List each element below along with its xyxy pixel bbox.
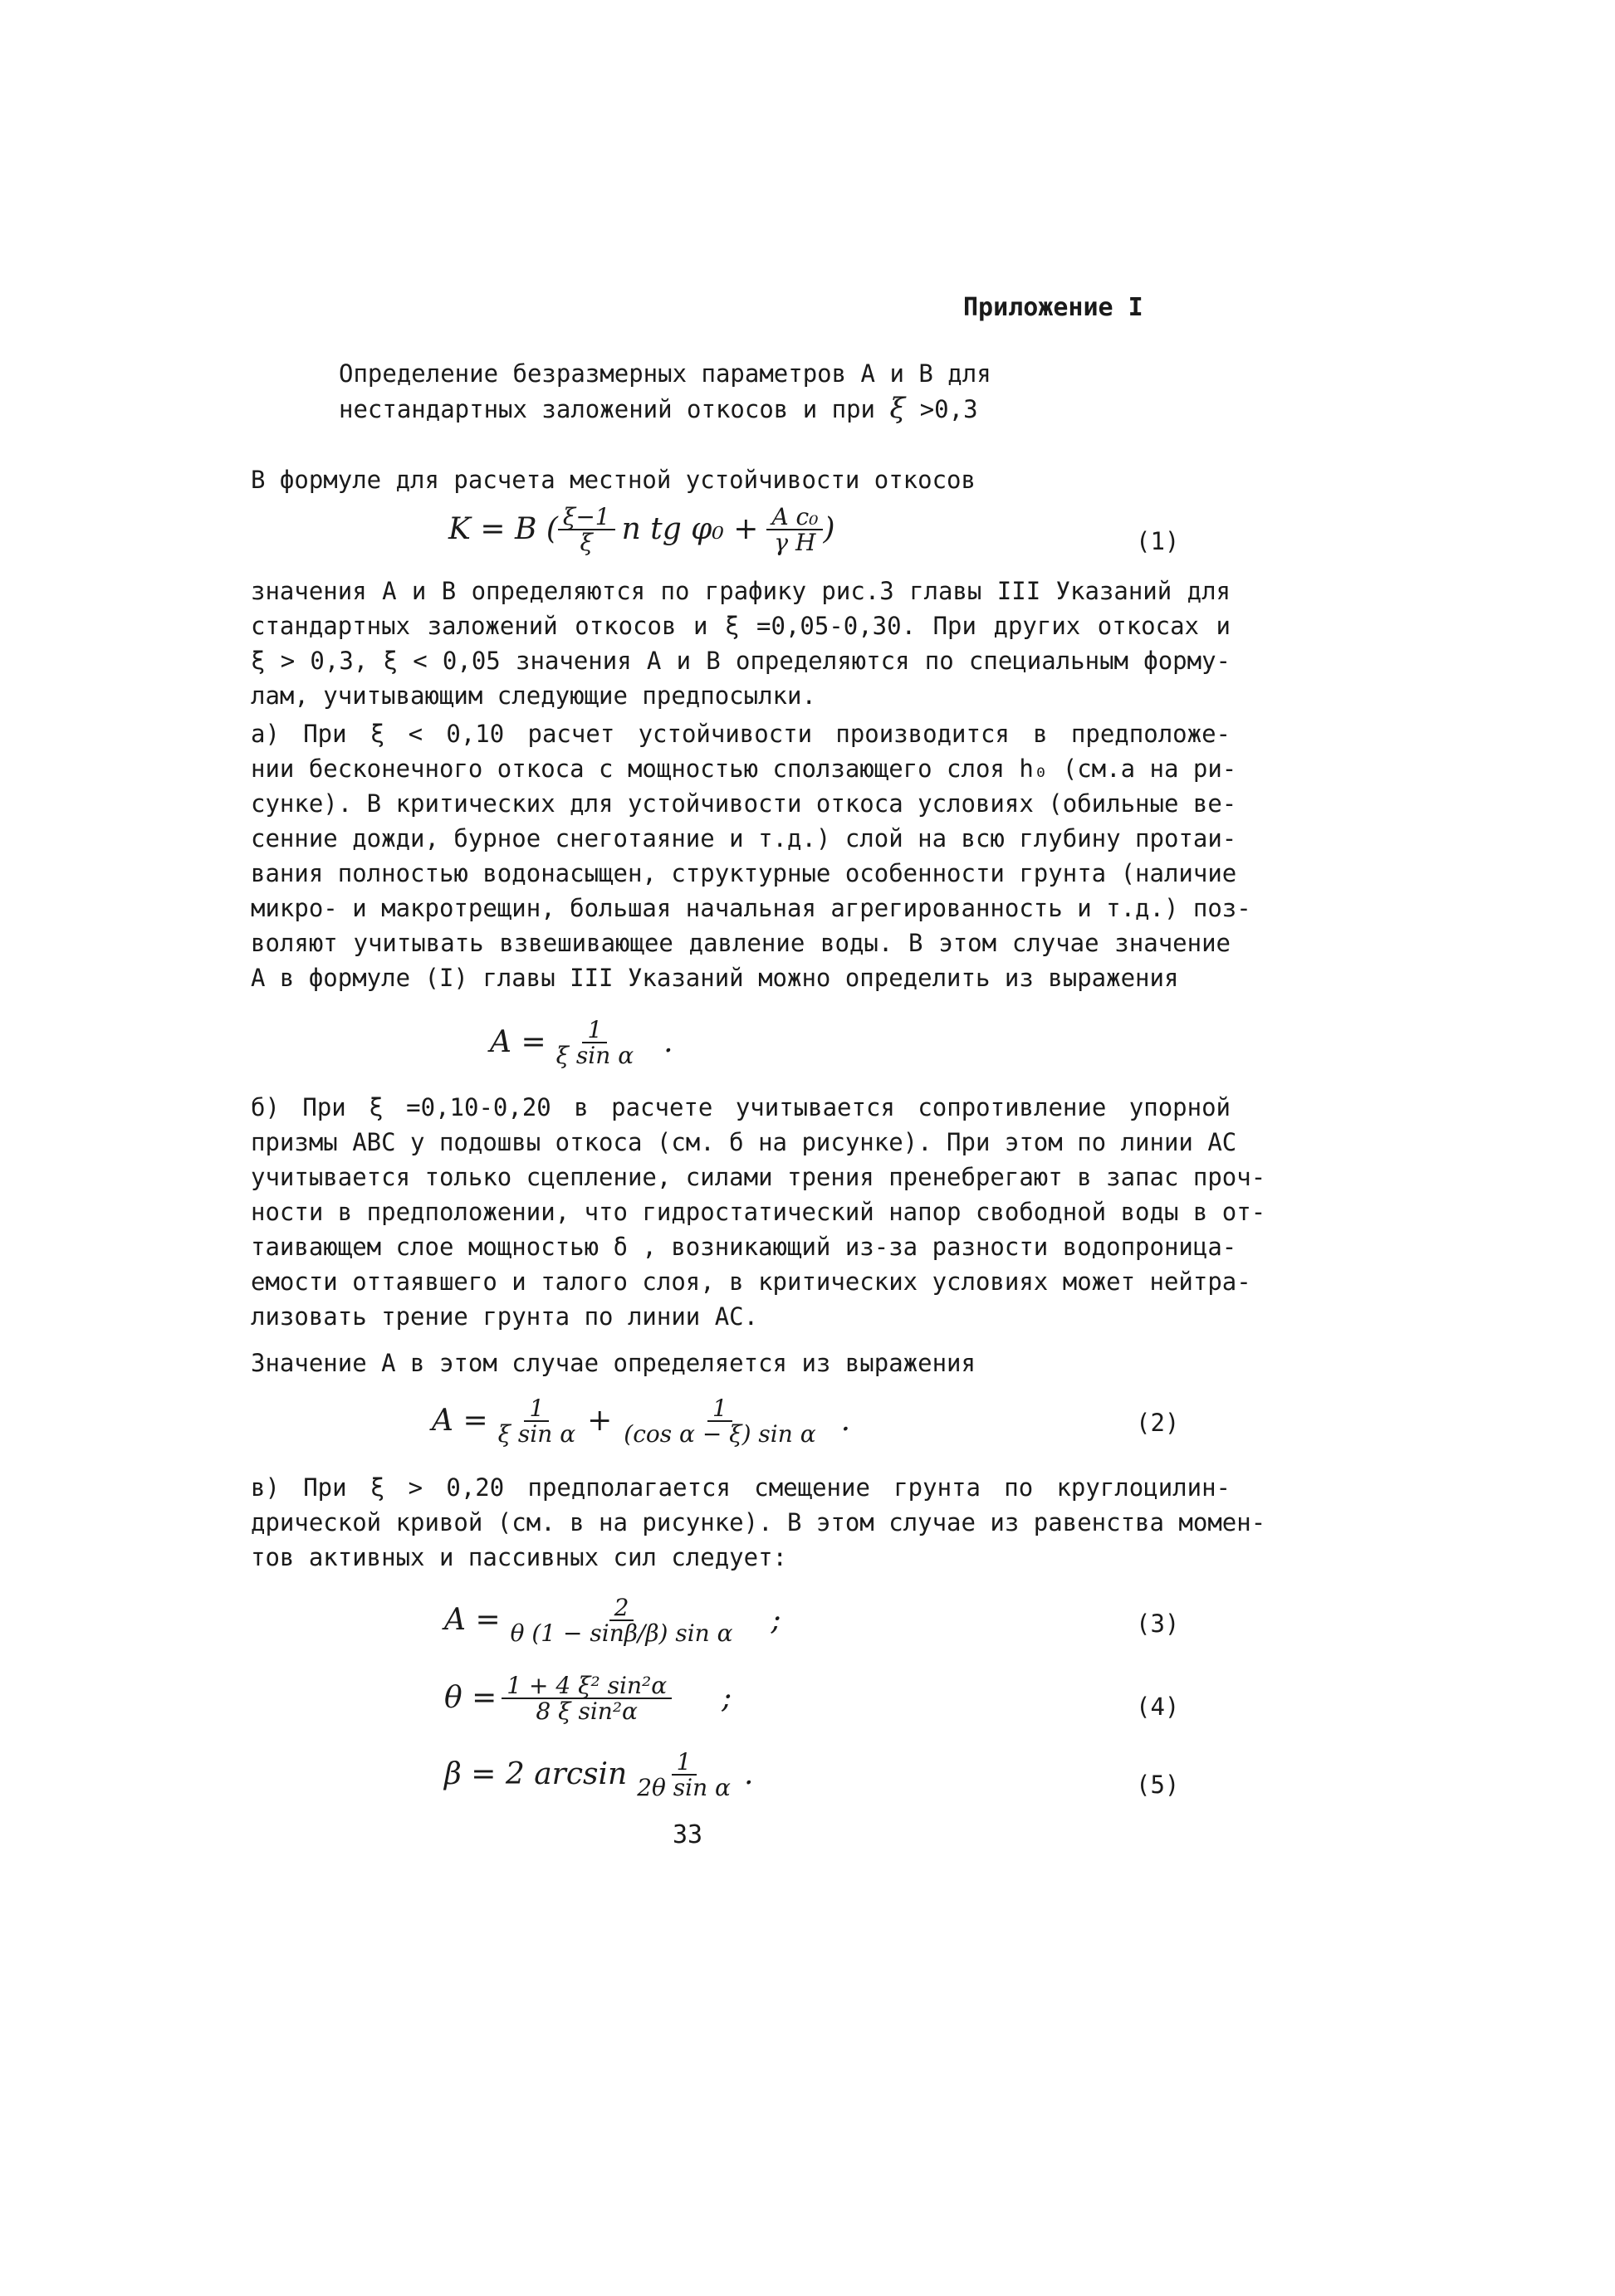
formula-4-lhs: θ = — [444, 1681, 497, 1715]
formula-4 — [444, 1663, 732, 1733]
formula-2-plus: + — [587, 1404, 613, 1438]
formula-5 — [444, 1740, 753, 1810]
formula-a-den: ξ sin α — [555, 1042, 634, 1069]
formula-2-number: (2) — [1136, 1409, 1180, 1437]
formula-2-lhs: A = — [432, 1404, 488, 1438]
para-b-line: емости оттаявшего и талого слоя, в критических условиях может нейтра- — [251, 1268, 1251, 1296]
heading-line-2-text: нестандартных заложений откосов и при — [339, 395, 876, 423]
para-b-line: учитывается только сцепление, силами трения пренебрегают в запас проч- — [251, 1163, 1266, 1191]
formula-2-tail: . — [840, 1404, 851, 1438]
formula-3-num: 2 — [609, 1595, 634, 1621]
para-c-line: в) При ξ > 0,20 предполагается смещение грунта по круглоцилин- — [251, 1473, 1231, 1502]
appendix-title: Приложение I — [963, 293, 1143, 322]
formula-2 — [432, 1388, 850, 1454]
formula-4-den: 8 ξ sin²α — [536, 1698, 638, 1725]
formula-2-fraction-2 — [619, 1396, 820, 1447]
formula-2-frac1-num: 1 — [524, 1396, 549, 1422]
heading-line-2-tail: >0,3 — [919, 395, 978, 423]
para-b-line: б) При ξ =0,10-0,20 в расчете учитывается сопротивление упорной — [251, 1093, 1231, 1121]
formula-4-tail: ; — [722, 1681, 732, 1715]
para1-line: ξ > 0,3, ξ < 0,05 значения А и В определяются по специальным форму- — [251, 647, 1231, 675]
para-a-line: сунке). В критических для устойчивости откоса условиях (обильные ве- — [251, 789, 1237, 818]
formula-4-number: (4) — [1136, 1693, 1180, 1721]
formula-1-close: ) — [823, 512, 835, 546]
formula-3-tail: ; — [771, 1603, 781, 1637]
para1-line: лам, учитывающим следующие предпосылки. — [251, 681, 816, 710]
formula-2-frac1-den: ξ sin α — [497, 1420, 576, 1448]
para-b2-text: Значение А в этом случае определяется из выражения — [251, 1349, 976, 1377]
formula-5-fraction — [632, 1747, 736, 1801]
heading-line-2 — [339, 394, 978, 423]
para-a-line: нии бесконечного откоса с мощностью сползающего слоя h₀ (см.а на ри- — [251, 755, 1237, 783]
formula-5-num: 1 — [672, 1750, 697, 1776]
formula-2-frac2-num: 1 — [707, 1396, 732, 1422]
formula-2-fraction-1 — [493, 1396, 581, 1447]
formula-4-num: 1 + 4 ξ² sin²α — [502, 1673, 672, 1699]
formula-1-fraction-1 — [558, 502, 615, 556]
para-b-line: лизовать трение грунта по линии АС. — [251, 1302, 759, 1331]
formula-5-den: 2θ sin α — [637, 1774, 731, 1801]
formula-1-frac2-num: A c₀ — [766, 505, 823, 530]
para-b-line: таивающем слое мощностью δ , возникающий из-за разности водопроница- — [251, 1233, 1237, 1261]
formula-a-lhs: A = — [490, 1025, 546, 1059]
formula-5-tail: . — [743, 1757, 754, 1791]
formula-1-middle: n tg φ₀ + — [621, 512, 759, 546]
para-a-line: воляют учитывать взвешивающее давление воды. В этом случае значение — [251, 929, 1231, 957]
page-number: 33 — [673, 1820, 703, 1849]
formula-2-frac2-den: (cos α − ξ) sin α — [624, 1420, 816, 1448]
formula-3-fraction — [506, 1595, 738, 1646]
formula-5-lhs: β = 2 arcsin — [444, 1757, 628, 1791]
para-a-line: а) При ξ < 0,10 расчет устойчивости производится в предположе- — [251, 720, 1231, 748]
formula-a-tail: . — [663, 1025, 673, 1059]
formula-3-lhs: A = — [444, 1603, 501, 1637]
para-c-line: тов активных и пассивных сил следует: — [251, 1543, 788, 1571]
formula-1-number: (1) — [1136, 527, 1180, 555]
para1-line: значения А и В определяются по графику рис.3 главы III Указаний для — [251, 577, 1231, 605]
formula-3-number: (3) — [1136, 1610, 1180, 1638]
formula-1 — [448, 498, 835, 561]
para-b-line: призмы АВС у подошвы откоса (см. б на рисунке). При этом по линии АС — [251, 1128, 1237, 1156]
heading-line-1: Определение безразмерных параметров А и В для — [339, 359, 991, 388]
para-b-line: ности в предположении, что гидростатический напор свободной воды в от- — [251, 1198, 1266, 1226]
formula-5-number: (5) — [1136, 1771, 1180, 1799]
para-a-line: вания полностью водонасыщен, структурные особенности грунта (наличие — [251, 859, 1237, 887]
para-a-line: микро- и макротрещин, большая начальная агрегированность и т.д.) поз- — [251, 894, 1251, 922]
formula-3-den: θ (1 − sinβ/β) sin α — [510, 1619, 733, 1647]
para-a-line: А в формуле (I) главы III Указаний можно определить из выражения — [251, 964, 1179, 992]
formula-1-frac2-den: γ H — [774, 529, 816, 556]
formula-1-fraction-2 — [766, 502, 823, 556]
intro-text: В формуле для расчета местной устойчивости откосов — [251, 466, 976, 494]
formula-1-lhs: K = B ( — [448, 512, 558, 546]
heading-xi-symbol: ξ — [889, 392, 906, 425]
para-a-line: сенние дожди, бурное снеготаяние и т.д.) слой на всю глубину протаи- — [251, 824, 1237, 852]
formula-a — [490, 1009, 673, 1076]
formula-1-frac1-num: ξ−1 — [558, 505, 615, 530]
formula-3 — [444, 1585, 781, 1655]
formula-a-fraction — [551, 1015, 639, 1069]
formula-1-frac1-den: ξ — [580, 529, 593, 556]
formula-4-fraction — [502, 1673, 672, 1724]
formula-a-num: 1 — [582, 1018, 607, 1043]
para1-line: стандартных заложений откосов и ξ =0,05-0,30. При других откосах и — [251, 612, 1231, 640]
para-c-line: дрической кривой (см. в на рисунке). В этом случае из равенства момен- — [251, 1508, 1266, 1536]
